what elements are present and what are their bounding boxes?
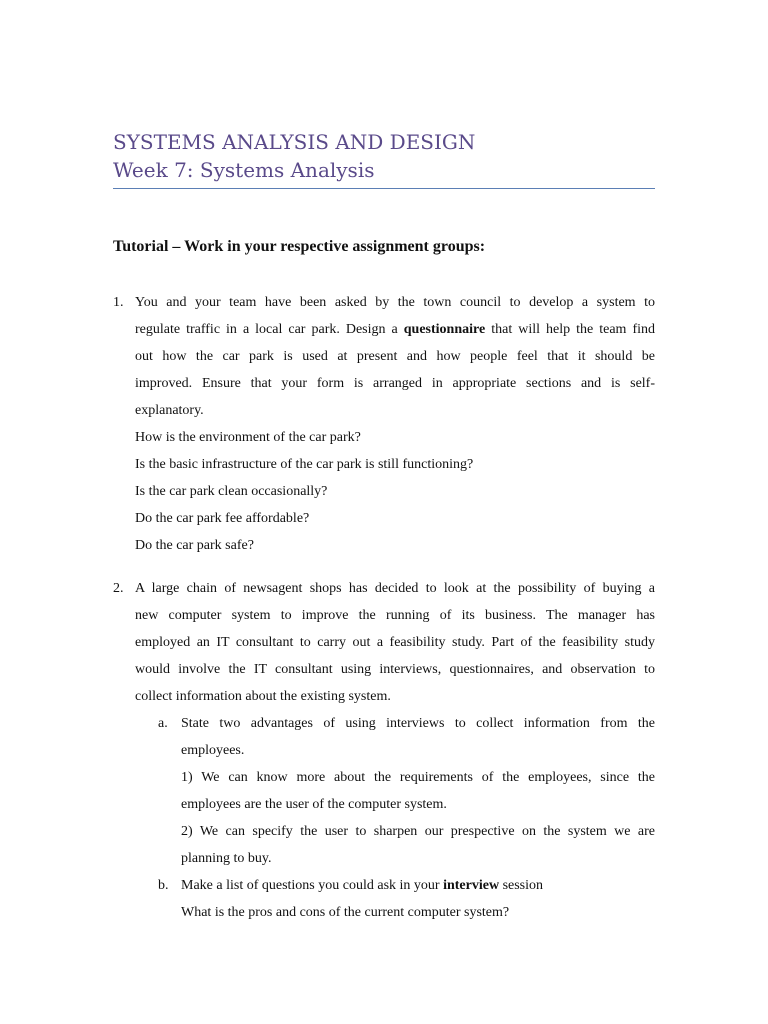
question-2-line: collect information about the existing system. (135, 689, 391, 704)
subquestion-a-line: State two advantages of using interviews to collect information from the (181, 716, 655, 731)
interview-keyword: interview (443, 878, 500, 893)
question-2-line: employed an IT consultant to carry out a feasibility study. Part of the feasibility study (135, 635, 655, 650)
subquestion-b-text: Make a list of questions you could ask in your (181, 878, 444, 893)
answer-line: 2) We can specify the user to sharpen our prespective on the system we are (181, 824, 655, 839)
question-1-line: You and your team have been asked by the town council to develop a system to (135, 295, 655, 310)
question-2-number: 2. (113, 581, 124, 596)
subquestion-b (181, 872, 655, 926)
week-title: Week 7: Systems Analysis (113, 158, 375, 182)
tutorial-heading: Tutorial – Work in your respective assignment groups: (113, 238, 486, 255)
answer-line: Is the car park clean occasionally? (135, 484, 328, 499)
title-underline (113, 188, 655, 189)
question-1-text: regulate traffic in a local car park. Design a (135, 322, 404, 337)
question-1-text: that will help the team find (485, 322, 655, 337)
question-2-line: would involve the IT consultant using interviews, questionnaires, and observation to (135, 662, 655, 677)
course-title: SYSTEMS ANALYSIS AND DESIGN (113, 130, 476, 154)
subquestion-b-line (181, 872, 655, 899)
question-1-number: 1. (113, 295, 124, 310)
subquestion-b-letter: b. (158, 878, 169, 893)
subquestion-a-line: employees. (181, 743, 245, 758)
subquestion-a (181, 710, 655, 872)
answer-line: 1) We can know more about the requirements of the employees, since the (181, 770, 655, 785)
question-1-line: explanatory. (135, 403, 204, 418)
question-2-line: new computer system to improve the running of its business. The manager has (135, 608, 655, 623)
answer-line: Do the car park safe? (135, 538, 254, 553)
answer-line: planning to buy. (181, 851, 272, 866)
answer-line: How is the environment of the car park? (135, 430, 361, 445)
answer-line: What is the pros and cons of the current computer system? (181, 905, 510, 920)
question-1-line: improved. Ensure that your form is arranged in appropriate sections and is self- (135, 376, 655, 391)
question-1-line: out how the car park is used at present and how people feel that it should be (135, 349, 655, 364)
answer-line: employees are the user of the computer system. (181, 797, 447, 812)
question-2-line: A large chain of newsagent shops has decided to look at the possibility of buying a (135, 581, 655, 596)
question-2 (135, 575, 655, 710)
question-1 (135, 289, 655, 559)
answer-line: Do the car park fee affordable? (135, 511, 310, 526)
question-1-line (135, 316, 655, 343)
answer-line: Is the basic infrastructure of the car park is still functioning? (135, 457, 474, 472)
questionnaire-keyword: questionnaire (403, 322, 486, 337)
subquestion-b-text: session (499, 878, 544, 893)
subquestion-a-letter: a. (158, 716, 168, 731)
